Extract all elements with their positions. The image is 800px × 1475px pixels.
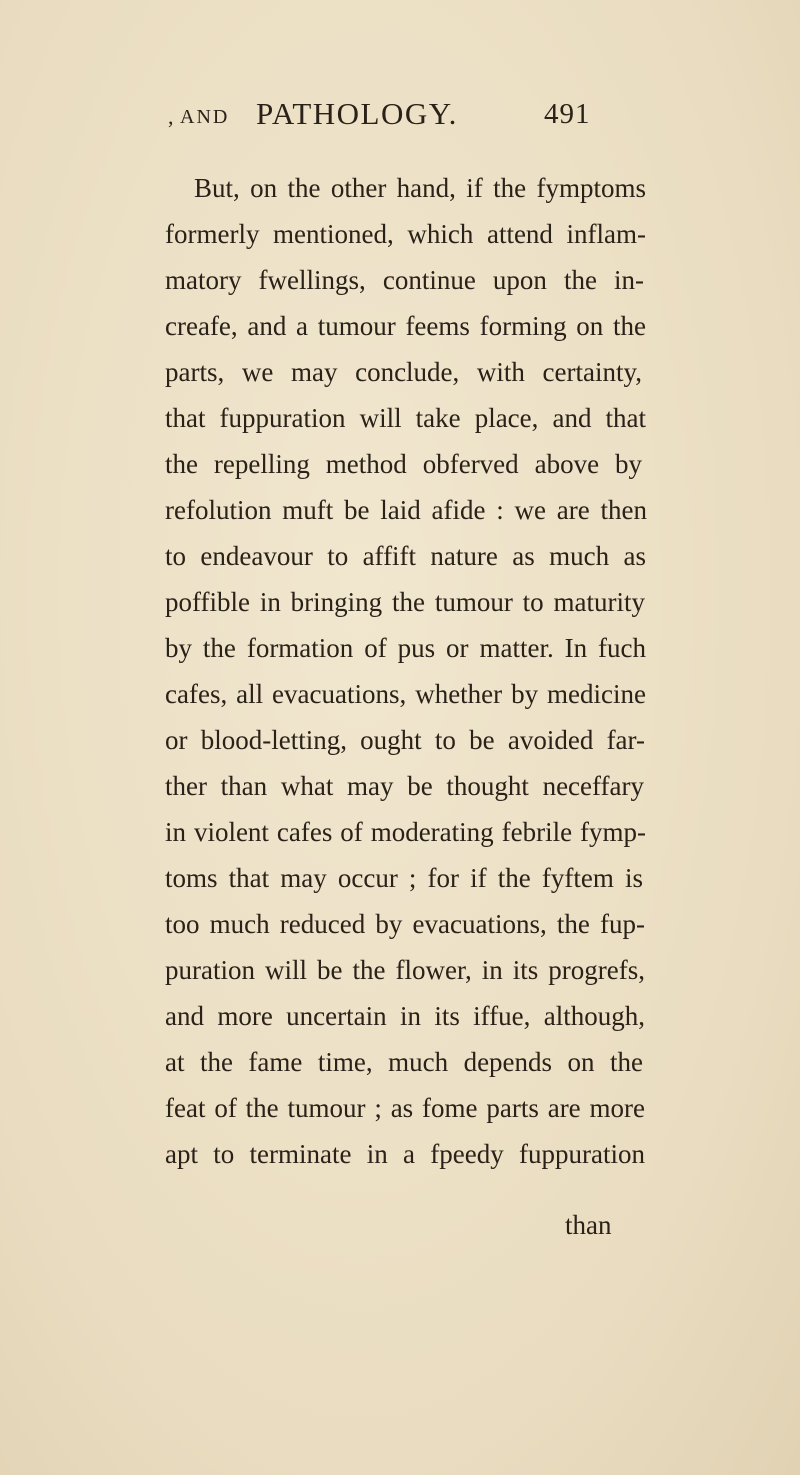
text-line: puration will be the flower, in its progrefs, xyxy=(165,955,645,985)
text-line: formerly mentioned, which attend inflam- xyxy=(165,219,646,249)
text-line: cafes, all evacuations, whether by medicine xyxy=(165,679,646,709)
header-mark: , xyxy=(168,104,175,129)
text-line: poffible in bringing the tumour to maturity xyxy=(165,587,645,617)
text-line: ther than what may be thought neceffary xyxy=(165,771,644,801)
text-line: too much reduced by evacuations, the fup- xyxy=(165,909,645,939)
text-line: apt to terminate in a fpeedy fuppuration xyxy=(165,1139,645,1169)
text-line: or blood-letting, ought to be avoided far- xyxy=(165,725,645,755)
text-line: But, on the other hand, if the fymptoms xyxy=(194,173,646,203)
text-line: and more uncertain in its iffue, although, xyxy=(165,1001,645,1031)
running-header xyxy=(168,92,668,142)
header-and: AND xyxy=(180,106,230,128)
text-line: parts, we may conclude, with certainty, xyxy=(165,357,642,387)
catchword: than xyxy=(565,1210,612,1240)
text-line: creafe, and a tumour feems forming on the xyxy=(165,311,646,341)
text-line: refolution muft be laid afide : we are then xyxy=(165,495,647,525)
text-line: at the fame time, much depends on the xyxy=(165,1047,643,1077)
text-line: in violent cafes of moderating febrile fymp- xyxy=(165,817,646,847)
header-title: PATHOLOGY. xyxy=(256,96,458,131)
text-line: the repelling method obferved above by xyxy=(165,449,642,479)
text-line: matory fwellings, continue upon the in- xyxy=(165,265,644,295)
text-line: feat of the tumour ; as fome parts are more xyxy=(165,1093,645,1123)
page-number: 491 xyxy=(544,98,591,130)
text-line: that fuppuration will take place, and that xyxy=(165,403,646,433)
text-line: by the formation of pus or matter. In fuch xyxy=(165,633,646,663)
text-line: to endeavour to affift nature as much as xyxy=(165,541,646,571)
text-line: toms that may occur ; for if the fyftem is xyxy=(165,863,643,893)
